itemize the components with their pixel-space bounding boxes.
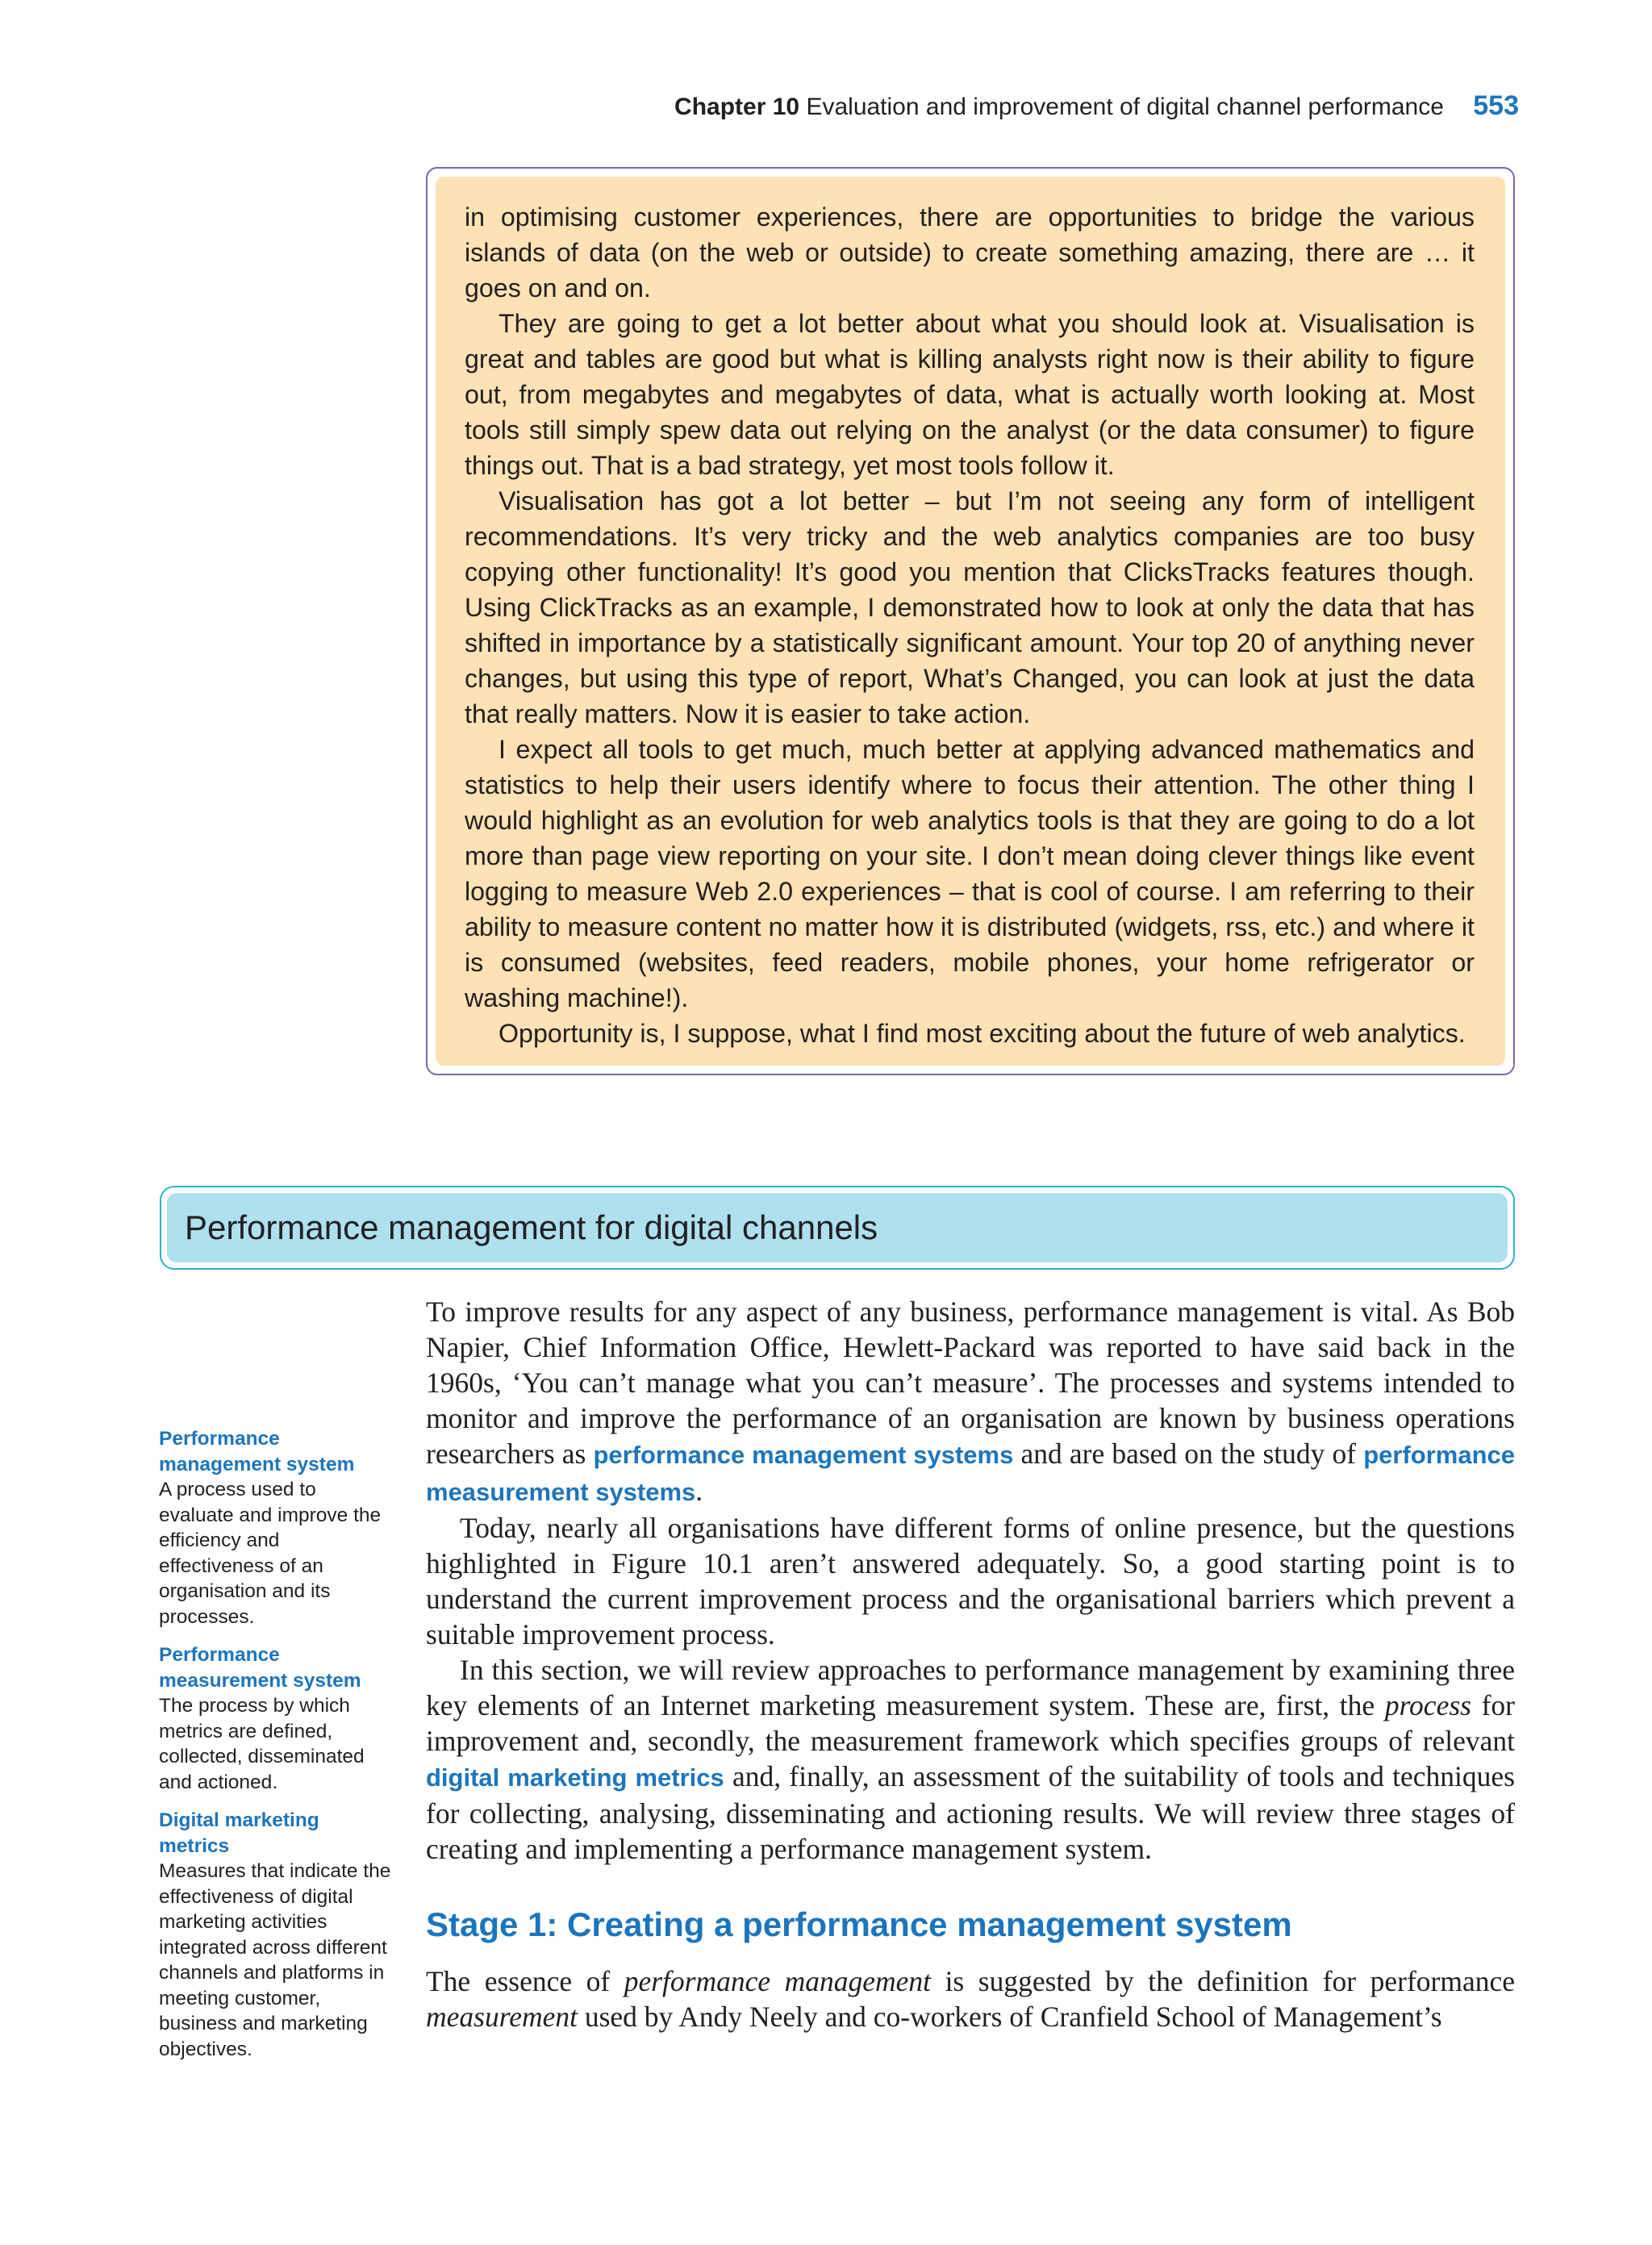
emphasis: process — [1384, 1689, 1471, 1721]
running-head — [674, 90, 1519, 122]
text-run: used by Andy Neely and co-workers of Cranfield School of Management’s — [577, 2001, 1442, 2033]
chapter-label: Chapter 10 — [674, 94, 800, 120]
interview-paragraph: I expect all tools to get much, much better at applying advanced mathematics and statistics to help their users identify where to focus their attention. The other thing I would highlight as an evolution for web analytics tools is that they are going to do a lot more than page view reporting on your site. I don’t mean doing clever things like event logging to measure Web 2.0 experiences – that is cool of course. I am referring to their ability to measure content no matter how it is distributed (widgets, rss, etc.) and where it is consumed (websites, feed readers, mobile phones, your home refrigerator or washing machine!). — [465, 735, 1475, 1012]
text-run: . — [695, 1475, 703, 1507]
margin-note-term: Performance management system — [159, 1428, 355, 1475]
chapter-title: Evaluation and improvement of digital channel performance — [806, 94, 1444, 120]
margin-notes — [159, 1426, 393, 2075]
margin-note-definition: The process by which metrics are defined, collected, disseminated and actioned. — [159, 1695, 365, 1793]
text-run: is suggested by the definition for performance — [931, 1965, 1515, 1997]
text-run: and, finally, an assessment of the suitability of tools and techniques for collecting, analysing, disseminating and actioning results. We will review three stages of creating and implementing a performance management system. — [426, 1760, 1515, 1865]
text-run: In this section, we will review approaches to performance management by examining three key elements of an Internet marketing measurement system. These are, first, the — [426, 1654, 1515, 1721]
margin-note — [159, 1642, 393, 1795]
keyword-digital-marketing-metrics: digital marketing metrics — [426, 1763, 724, 1792]
text-run: The essence of — [426, 1965, 624, 1997]
keyword-performance-measurement-systems: performance measurement systems — [426, 1441, 1516, 1506]
section-heading: Performance management for digital channels — [167, 1193, 1508, 1262]
body-paragraph: Today, nearly all organisations have different forms of online presence, but the questions highlighted in Figure 10.1 aren’t answered adequately. So, a good starting point is to understand the current improvement process and the organisational barriers which prevent a suitable improvement process. — [426, 1512, 1515, 1650]
interview-content — [436, 177, 1505, 1066]
interview-paragraph: Visualisation has got a lot better – but I’m not seeing any form of intelligent recommendations. It’s very tricky and the web analytics companies are too busy copying other functionality! It’s good you mention that ClicksTracks features though. Using ClickTracks as an example, I demonstrated how to look at only the data that has shifted in importance by a statistically significant amount. Your top 20 of anything never changes, but using this type of report, What’s Changed, you can look at just the data that really matters. Now it is easier to take action. — [465, 486, 1475, 728]
keyword-performance-management-systems: performance management systems — [593, 1441, 1014, 1469]
interview-paragraph: Opportunity is, I suppose, what I find most exciting about the future of web analytics. — [499, 1019, 1466, 1048]
emphasis: measurement — [426, 2001, 578, 2033]
margin-note-definition: A process used to evaluate and improve the efficiency and effectiveness of an organisation and its processes. — [159, 1479, 382, 1628]
body-text — [426, 1294, 1515, 2034]
margin-note — [159, 1808, 393, 2062]
emphasis: performance management — [624, 1965, 932, 1997]
margin-note — [159, 1426, 393, 1630]
margin-note-definition: Measures that indicate the effectiveness of digital marketing activities integrated across different channels and platforms in meeting customer, business and marketing objectives. — [159, 1860, 391, 2060]
margin-note-term: Digital marketing metrics — [159, 1809, 319, 1857]
margin-note-term: Performance measurement system — [159, 1644, 361, 1692]
interview-paragraph: in optimising customer experiences, there are opportunities to bridge the various islands of data (on the web or outside) to create something amazing, there are … it goes on and on. — [465, 202, 1475, 303]
text-run: for improvement and, secondly, the measurement framework which specifies groups of relevant — [426, 1689, 1515, 1757]
page-number: 553 — [1473, 90, 1519, 121]
interview-box — [426, 167, 1515, 1075]
text-run: and are based on the study of — [1013, 1438, 1364, 1470]
interview-paragraph: They are going to get a lot better about what you should look at. Visualisation is great and tables are good but what is killing analysts right now is their ability to figure out, from megabytes and megabytes of data, what is actually worth looking at. Most tools still simply spew data out relying on the analyst (or the data consumer) to figure things out. That is a bad strategy, yet most tools follow it. — [465, 309, 1475, 480]
text-run: To improve results for any aspect of any business, performance management is vital. As Bob Napier, Chief Information Office, Hewlett-Packard was reported to have said back in the 1960s, ‘You can’t manage what you can’t measure’. The processes and systems intended to monitor and improve the performance of an organisation are known by business operations researchers as — [426, 1296, 1515, 1470]
body-paragraph — [426, 1294, 1515, 1510]
body-paragraph — [426, 1963, 1515, 2034]
section-heading-box — [160, 1186, 1515, 1270]
subsection-heading: Stage 1: Creating a performance management system — [426, 1905, 1292, 1943]
body-paragraph — [426, 1652, 1515, 1867]
